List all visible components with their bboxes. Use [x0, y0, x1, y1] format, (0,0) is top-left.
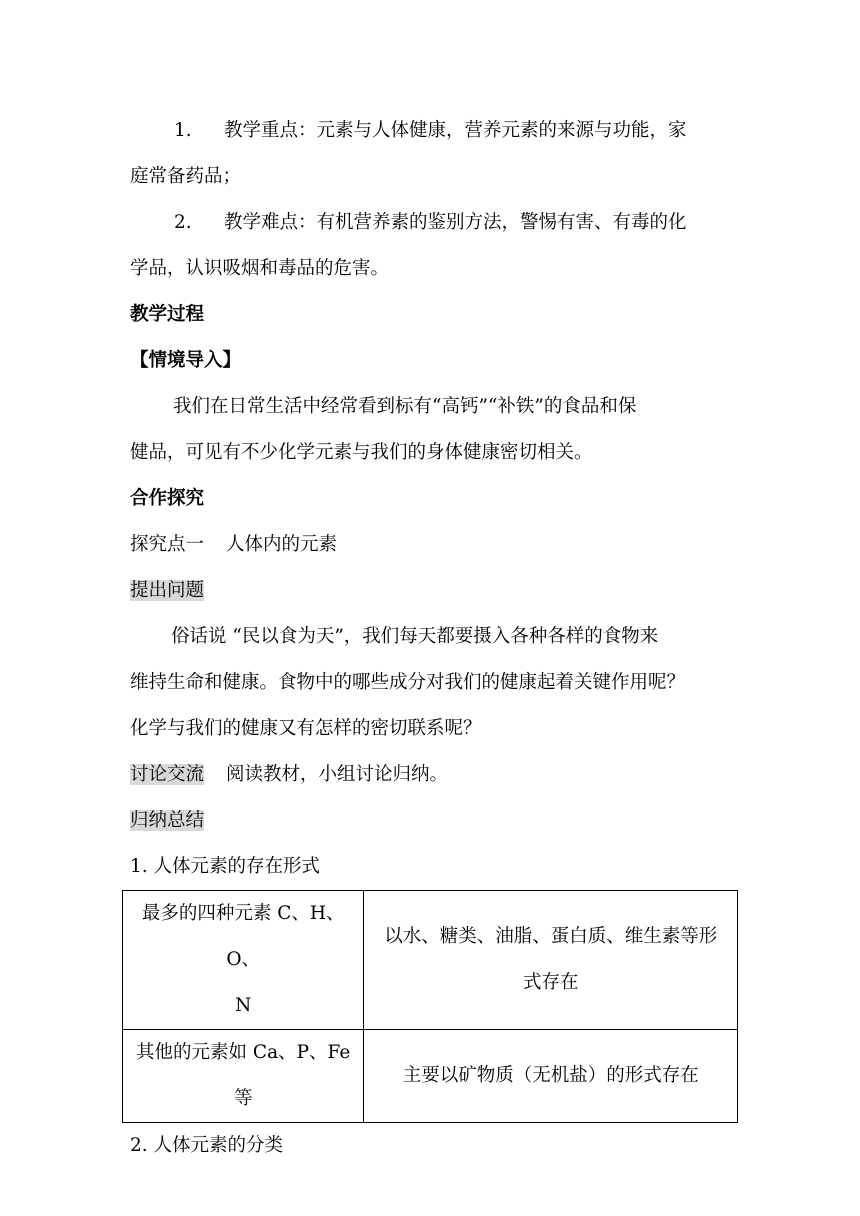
intro-heading: 【情境导入】 [130, 350, 242, 371]
cell-text: 以水、糖类、油脂、蛋白质、维生素等形 [384, 926, 718, 947]
explore-point-title: 人体内的元素 [226, 534, 338, 555]
cell-text: N [235, 995, 252, 1016]
table-row [123, 1030, 738, 1123]
teaching-difficulty [130, 200, 736, 246]
summary-row [130, 798, 736, 844]
cell-text: 主要以矿物质（无机盐）的形式存在 [402, 1065, 699, 1086]
cell-text: 其他的元素如 Ca、P、Fe [136, 1042, 351, 1063]
process-heading: 教学过程 [130, 304, 205, 325]
question-paragraph-line2: 维持生命和健康。食物中的哪些成分对我们的健康起着关键作用呢？ [130, 672, 686, 693]
question-paragraph-line3: 化学与我们的健康又有怎样的密切联系呢？ [130, 718, 482, 739]
cell-text: 式存在 [522, 972, 579, 993]
document-body [130, 108, 736, 1169]
table-cell [364, 1030, 738, 1123]
cooperative-heading: 合作探究 [130, 488, 205, 509]
table-cell [364, 891, 738, 1030]
table-cell [123, 1030, 364, 1123]
list-number: 2. [174, 212, 192, 233]
raise-question-row [130, 568, 736, 614]
explore-point-label: 探究点一 [130, 534, 205, 555]
cell-text: 最多的四种元素 C、H、O、 [141, 903, 345, 970]
question-paragraph-line1: 俗话说 “民以食为天”，我们每天都要摄入各种各样的食物来 [171, 626, 659, 647]
list-text: 教学难点：有机营养素的鉴别方法，警惕有害、有毒的化 [224, 212, 687, 233]
table-row [123, 891, 738, 1030]
table-cell [123, 891, 364, 1030]
cell-text: 等 [233, 1088, 253, 1109]
teaching-difficulty-continued: 学品，认识吸烟和毒品的危害。 [130, 258, 390, 279]
discussion-label: 讨论交流 [130, 764, 205, 785]
explore-point [130, 522, 736, 568]
list-number: 1. [174, 120, 192, 141]
element-forms-table [122, 890, 738, 1123]
discussion-text: 阅读教材，小组讨论归纳。 [226, 764, 449, 785]
section-2-title: 2. 人体元素的分类 [130, 1135, 284, 1156]
teaching-key-point-continued: 庭常备药品； [130, 166, 242, 187]
teaching-key-point [130, 108, 736, 154]
raise-question-label: 提出问题 [130, 580, 205, 601]
discussion-row [130, 752, 736, 798]
summary-label: 归纳总结 [130, 810, 205, 831]
intro-paragraph-line2: 健品，可见有不少化学元素与我们的身体健康密切相关。 [130, 442, 593, 463]
section-1-title: 1. 人体元素的存在形式 [130, 856, 321, 877]
intro-paragraph-line1: 我们在日常生活中经常看到标有“高钙”“补铁”的食品和保 [173, 396, 637, 417]
list-text: 教学重点：元素与人体健康，营养元素的来源与功能，家 [224, 120, 687, 141]
